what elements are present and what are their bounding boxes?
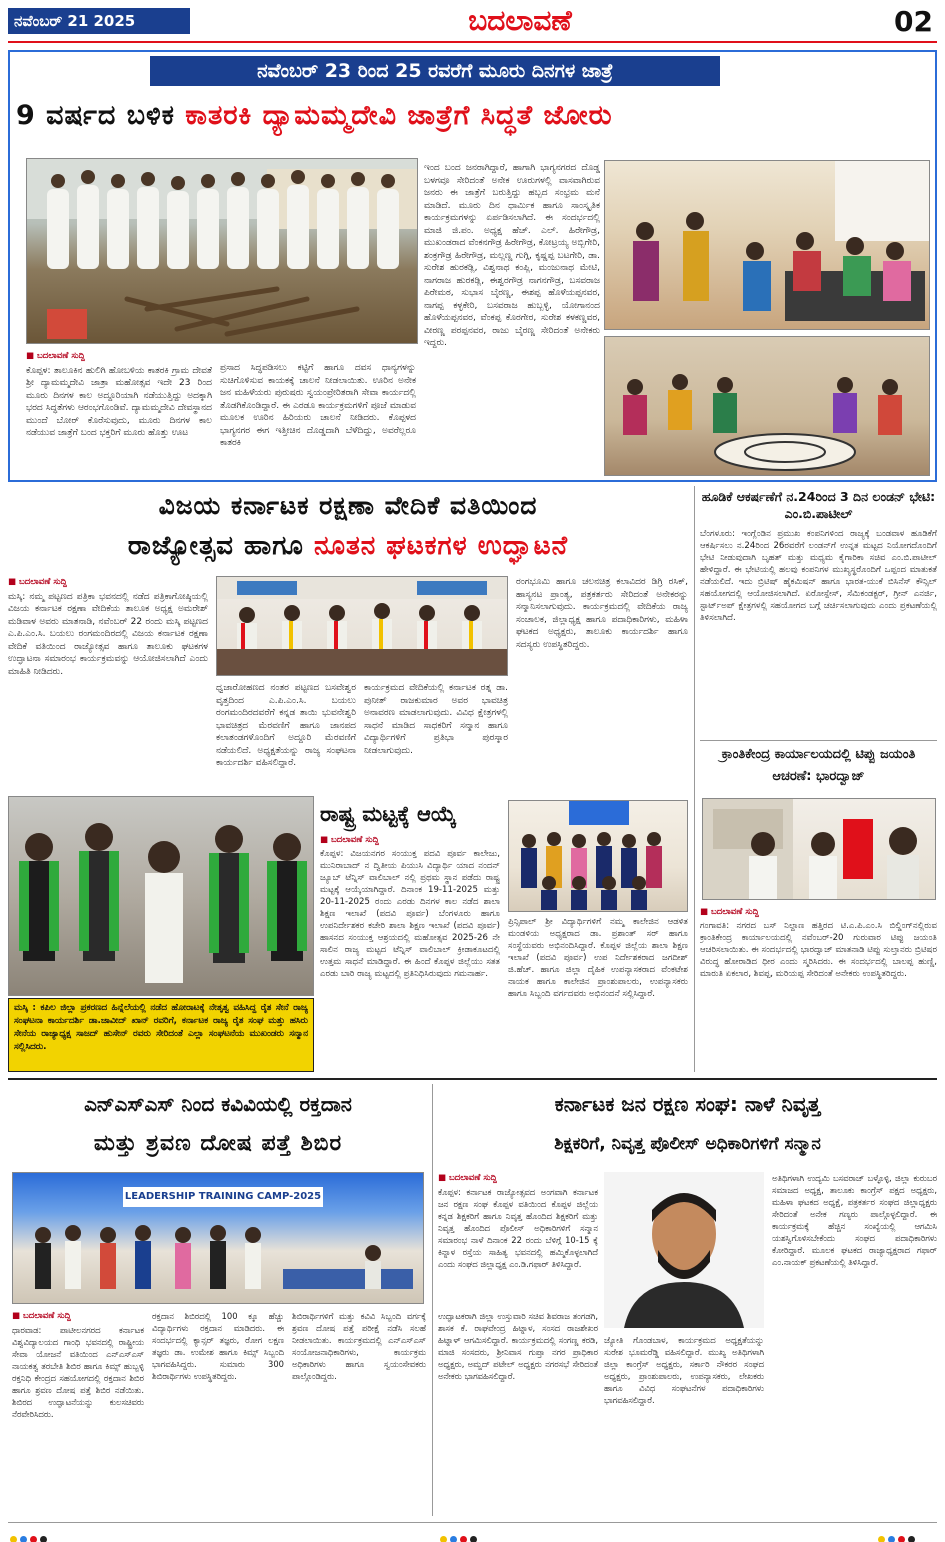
portrait-illustration [604, 1172, 764, 1328]
photo-women-ritual-bottom [604, 336, 930, 476]
nss-camp-illustration [13, 1173, 424, 1304]
story-jana-col4: ಅತಿಥಿಗಳಾಗಿ ಉದ್ಯಮಿ ಬಸವರಾಜ್ ಬಳ್ಳೊಳ್ಳಿ, ಜಿಲ್ಲಾ ಕುರುಬರ ಸಮಾಜದ ಅಧ್ಯಕ್ಷ, ತಾಲೂಕು ಕಾಂಗ್ರೆಸ್ ಪಕ್ಷದ ಅಧ್ಯಕ್ಷರು, ಮಹಿಳಾ ಘಟಕದ ಅಧ್ಯಕ್ಷೆ, ಪತ್ರಕರ್ತರ ಸಂಘದ ಜಿಲ್ಲಾಧ್ಯಕ್ಷರು ಸೇರಿದಂತೆ ಅನೇಕ ಗಣ್ಯರು ಪಾಲ್ಗೊಳ್ಳಲಿದ್ದಾರೆ. ಈ ಕಾರ್ಯಕ್ರಮಕ್ಕೆ ಹೆಚ್ಚಿನ ಸಂಖ್ಯೆಯಲ್ಲಿ ಆಗಮಿಸಿ ಯಶಸ್ವಿಗೊಳಿಸಬೇಕೆಂದು ಸಂಘದ ಪದಾಧಿಕಾರಿಗಳು ಕೋರಿದ್ದಾರೆ. ಮೂಲಕ ಘಟಕದ ರಾಜ್ಯಾಧ್ಯಕ್ಷರಾದ ಗಫಾರ್ ಎಂ.ನಾಯಕ್ ಪ್ರಕಟಣೆಯಲ್ಲಿ ತಿಳಿಸಿದ್ದಾರೆ. [772, 1173, 937, 1267]
footer-dots-right [878, 1528, 938, 1538]
footer-dot [460, 1536, 467, 1542]
story-jana-col1: ■ ಬದಲಾವಣೆ ಸುದ್ದಿ ಕೊಪ್ಪಳ: ಕರ್ನಾಟಕ ರಾಜ್ಯೋತ್ಸವದ ಅಂಗವಾಗಿ ಕರ್ನಾಟಕ ಜನ ರಕ್ಷಣ ಸಂಘ ಕೊಪ್ಪಳ ವತಿಯಿಂದ ಕೊಪ್ಪಳ ಜಿಲ್ಲೆಯ ಕನ್ನಡ ಶಿಕ್ಷಕರಿಗೆ ಹಾಗೂ ನಿವೃತ್ತ ಹೊಂದಿದ ಶಿಕ್ಷಕರಿಗೆ ಮತ್ತು ನಿವೃತ್ತ ಹೊಂದಿದ ಪೊಲೀಸ್ ಅಧಿಕಾರಿಗಳಿಗೆ ಸನ್ಮಾನ ಸಮಾರಂಭ ನಾಳೆ ದಿನಾಂಕ 22 ರಂದು ಬೆಳಿಗ್ಗೆ 10-15 ಕ್ಕೆ ಕಿನ್ನಾಳ ರಸ್ತೆಯ ಸಾಹಿತ್ಯ ಭವನದಲ್ಲಿ ಹಮ್ಮಿಕೊಳ್ಳಲಾಗಿದೆ ಎಂದು ಸಂಘದ ಜಿಲ್ಲಾಧ್ಯಕ್ಷ ಎಂ.ಡಿ.ಗಫಾರ್ ತಿಳಿಸಿದ್ದಾರೆ. [438, 1173, 598, 1269]
footer-dot [20, 1536, 27, 1542]
footer [0, 1520, 945, 1542]
footer-dot [898, 1536, 905, 1542]
women-ritual-illustration-top [605, 161, 930, 330]
story-national-headline: ರಾಷ್ಟ್ರ ಮಟ್ಟಕ್ಕೆ ಆಯ್ಕೆ [320, 802, 457, 826]
felicitation-caption: ಮಸ್ಕಿ : ಕಪಿಲ ಜಿಲ್ಲಾ ಪ್ರಕರಣದ ಹಿನ್ನೆಲೆಯಲ್ಲಿ ನಡೆದ ಹೋರಾಟಕ್ಕೆ ನೇತೃತ್ವ ವಹಿಸಿದ್ದ ರೈತ ಸೇನೆ ರಾಜ್ಯ ಸಂಘಟನಾ ಕಾರ್ಯದರ್ಶಿ ಡಾ.ಜಾವೀದ್ ಖಾನ್ ರವರಿಗೆ, ಕರ್ನಾಟಕ ರಾಜ್ಯ ರೈತ ಸಂಘ ಮತ್ತು ಹಸಿರು ಸೇನೆಯ ರಾಜ್ಯಾಧ್ಯಕ್ಷ ಸಾಜದ್ ಹುಸೇನ್ ರವರು ಸೇರಿದಂತೆ ಎಲ್ಲಾ ಸಂಘಟನೆಯ ಮುಖಂಡರು ಸನ್ಮಾನ ಸಲ್ಲಿಸಿದರು. [8, 998, 314, 1072]
masthead-rule [8, 41, 937, 43]
masthead [0, 0, 945, 48]
story-nss-col2: ರಕ್ತದಾನ ಶಿಬಿರದಲ್ಲಿ 100 ಕ್ಕೂ ಹೆಚ್ಚು ವಿದ್ಯಾರ್ಥಿಗಳು ರಕ್ತದಾನ ಮಾಡಿದರು. ಈ ಸಂದರ್ಭದಲ್ಲಿ ಕ್ಯಾನ್ಸರ್ ತಜ್ಞರು, ರೋಗ ಲಕ್ಷಣ ತಜ್ಞರು ಡಾ. ಉಮೇಶ ಹಾಗೂ ಕಿಮ್ಸ್ ಸಿಬ್ಬಂದಿ ಭಾಗವಹಿಸಿದ್ದರು. ಸುಮಾರು 300 ಶಿಬಿರಾರ್ಥಿಗಳು ಉಪಸ್ಥಿತರಿದ್ದರು. [152, 1311, 284, 1381]
edition-date: ನವೆಂಬರ್ 21 2025 [14, 12, 136, 30]
footer-dot [878, 1536, 885, 1542]
felicitation-block [8, 796, 314, 1072]
photo-press-meet [216, 576, 508, 676]
column-divider-bottom [432, 1084, 433, 1516]
women-ritual-illustration-bottom [605, 337, 930, 476]
story-london-visit [700, 488, 937, 736]
story-london-text: ಬೆಂಗಳೂರು: ಇಂಗ್ಲೆಂಡಿನ ಪ್ರಮುಖ ಕಂಪನಿಗಳಿಂದ ರಾಜ್ಯಕ್ಕೆ ಬಂಡವಾಳ ಹೂಡಿಕೆಗೆ ಆಕರ್ಷಿಸಲು ನ.24ರಿಂದ 26ರವರೆಗೆ ಲಂಡನ್‌ಗೆ ಉನ್ನತ ಮಟ್ಟದ ನಿಯೋಗದೊಂದಿಗೆ ಭೇಟಿ ನೀಡುವುದಾಗಿ ಬೃಹತ್ ಮತ್ತು ಮಧ್ಯಮ ಕೈಗಾರಿಕಾ ಸಚಿವ ಎಂ.ಬಿ.ಪಾಟೀಲ್ ಹೇಳಿದ್ದಾರೆ. ಈ ಭೇಟಿಯಲ್ಲಿ ಹಲವು ಕಂಪನಿಗಳ ಮುಖ್ಯಸ್ಥರೊಂದಿಗೆ ಒಪ್ಪಂದ ಮಾತುಕತೆ ನಡೆಯಲಿದೆ. ಇದು ಬ್ರಿಟಿಷ್ ಹೈಕಮಿಷನ್ ಹಾಗೂ ಭಾರತ-ಯುಕೆ ಬಿಸಿನೆಸ್ ಕೌನ್ಸಿಲ್ ಸಹಯೋಗದಲ್ಲಿ ಆಯೋಜಿಸಲಾಗಿದೆ. ಏರೋಸ್ಪೇಸ್, ಸೆಮಿಕಂಡಕ್ಟರ್, ಗ್ರೀನ್ ಎನರ್ಜಿ, ಸ್ಟಾರ್ಟ್‌ಅಪ್ ಕ್ಷೇತ್ರಗಳಲ್ಲಿ ಸಹಯೋಗದ ಬಗ್ಗೆ ಚರ್ಚಿಸಲಾಗುವುದು ಎಂದು ಪ್ರಕಟಣೆಯಲ್ಲಿ ತಿಳಿಸಲಾಗಿದೆ. [700, 529, 937, 623]
story-tippu-text: ■ ಬದಲಾವಣೆ ಸುದ್ದಿ ಗಂಗಾವತಿ: ನಗರದ ಬಸ್ ನಿಲ್ದಾಣ ಹತ್ತಿರದ ಟಿ.ಎ.ಪಿ.ಎಂ.ಸಿ ಬಿಲ್ಡಿಂಗ್‌ನಲ್ಲಿರುವ ಕ್ರಾಂತಿಕೇಂದ್ರ ಕಾರ್ಯಾಲಯದಲ್ಲಿ ನವೆಂಬರ್-20 ಗುರುವಾರ ಟಿಪ್ಪು ಜಯಂತಿ ಆಚರಿಸಲಾಯಿತು. ಈ ಸಂದರ್ಭದಲ್ಲಿ ಭಾರದ್ವಾಜ್ ಮಾತನಾಡಿ ಟಿಪ್ಪು ಸುಲ್ತಾನರು ಬ್ರಿಟಿಷರ ವಿರುದ್ಧ ಹೋರಾಡಿದ ಧೀರ ಎಂದು ಸ್ಮರಿಸಿದರು. ಈ ಸಂದರ್ಭದಲ್ಲಿ ಬಾಲಪ್ಪ ಹುಣ್ಣಿ, ಮಾರುತಿ ಏಕಲಾರ, ಶಿವಪ್ಪ, ಮರಿಯಪ್ಪ ಸೇರಿದಂತೆ ಅನೇಕರು ಉಪಸ್ಥಿತರಿದ್ದರು. [700, 907, 937, 979]
story-tippu-top-rule [700, 740, 937, 741]
footer-dot [470, 1536, 477, 1542]
photo-portrait [604, 1172, 764, 1328]
footer-dot [440, 1536, 447, 1542]
story-nss-col3: ಶಿಬಿರಾರ್ಥಿಗಳಿಗೆ ಮತ್ತು ಕವಿವಿ ಸಿಬ್ಬಂದಿ ವರ್ಗಕ್ಕೆ ಶ್ರವಣ ದೋಷ ಪತ್ತೆ ಪರೀಕ್ಷೆ ನಡೆಸಿ ಸಲಹೆ ನೀಡಲಾಯಿತು. ಕಾರ್ಯಕ್ರಮದಲ್ಲಿ ಎನ್‌ಎಸ್‌ಎಸ್ ಸಂಯೋಜನಾಧಿಕಾರಿಗಳು, ಕಾರ್ಯಕ್ರಮ ಅಧಿಕಾರಿಗಳು ಹಾಗೂ ಸ್ವಯಂಸೇವಕರು ಪಾಲ್ಗೊಂಡಿದ್ದರು. [292, 1311, 426, 1381]
press-meet-illustration [217, 577, 508, 676]
story-rajyotsava-col3: ಕಾರ್ಯಕ್ರಮದ ವೇದಿಕೆಯಲ್ಲಿ ಕರ್ನಾಟಕ ರತ್ನ ಡಾ. ಪುನೀತ್ ರಾಜಕುಮಾರ ಅವರ ಭಾವಚಿತ್ರ ಅನಾವರಣ ಮಾಡಲಾಗುವುದು. ವಿವಿಧ ಕ್ಷೇತ್ರಗಳಲ್ಲಿ ಸಾಧನೆ ಮಾಡಿದ ಸಾಧಕರಿಗೆ ಸನ್ಮಾನ ಹಾಗೂ ವಿದ್ಯಾರ್ಥಿಗಳಿಗೆ ಪ್ರತಿಭಾ ಪುರಸ್ಕಾರ ನೀಡಲಾಗುವುದು. [364, 683, 508, 756]
story-jatre-headline: 9 ವರ್ಷದ ಬಳಿಕ ಕಾತರಕಿ ದ್ಯಾಮಮ್ಮದೇವಿ ಜಾತ್ರೆಗೆ ಸಿದ್ಧತೆ ಜೋರು [16, 100, 613, 131]
footer-rule [8, 1522, 937, 1523]
story-nss-col1: ■ ಬದಲಾವಣೆ ಸುದ್ದಿ ಧಾರವಾಡ: ಪಾಟೀಲನಗರದ ಕರ್ನಾಟಕ ವಿಶ್ವವಿದ್ಯಾಲಯದ ಗಾಂಧಿ ಭವನದಲ್ಲಿ ರಾಷ್ಟ್ರೀಯ ಸೇವಾ ಯೋಜನೆ ವತಿಯಿಂದ ಎನ್‌ಎಸ್‌ಎಸ್ ನಾಯಕತ್ವ ತರಬೇತಿ ಶಿಬಿರ ಹಾಗೂ ಕಿಮ್ಸ್ ಹುಬ್ಬಳ್ಳಿ ರಕ್ತನಿಧಿ ಕೇಂದ್ರದ ಸಹಯೋಗದಲ್ಲಿ ರಕ್ತದಾನ ಶಿಬಿರ ಹಾಗೂ ಶ್ರವಣ ದೋಷ ಪತ್ತೆ ಶಿಬಿರ ನಡೆಯಿತು. ಶಿಬಿರದ ಉದ್ಘಾಟನೆಯನ್ನು ಕುಲಸಚಿವರು ನೆರವೇರಿಸಿದರು. [12, 1311, 144, 1419]
story-london-headline: ಹೂಡಿಕೆ ಆಕರ್ಷಣೆಗೆ ನ.24ರಿಂದ 3 ದಿನ ಲಂಡನ್ ಭೇಟಿ: ಎಂ.ಬಿ.ಪಾಟೀಲ್ [701, 489, 936, 521]
footer-dots-center [440, 1528, 500, 1538]
story-jana-col3: ಜ್ಯೋತಿ ಗೊಂಡಬಾಳ, ಕಾರ್ಯಕ್ರಮದ ಅಧ್ಯಕ್ಷತೆಯನ್ನು ಸುರೇಶ ಭೂಮರೆಡ್ಡಿ ವಹಿಸಲಿದ್ದಾರೆ. ಮುಖ್ಯ ಅತಿಥಿಗಳಾಗಿ ಜಿಲ್ಲಾ ಕಾಂಗ್ರೆಸ್ ಅಧ್ಯಕ್ಷರು, ಸರ್ಕಾರಿ ನೌಕರರ ಸಂಘದ ಅಧ್ಯಕ್ಷರು, ಪ್ರಾಂಶುಪಾಲರು, ಉಪನ್ಯಾಸಕರು, ಲೇಖಕರು ಹಾಗೂ ವಿವಿಧ ಸಂಘಟನೆಗಳ ಪದಾಧಿಕಾರಿಗಳು ಭಾಗವಹಿಸಲಿದ್ದಾರೆ. [604, 1335, 764, 1405]
story-jana-headline: ಕರ್ನಾಟಕ ಜನ ರಕ್ಷಣ ಸಂಘ: ನಾಳೆ ನಿವೃತ್ತ ಶಿಕ್ಷಕರಿಗೆ, ನಿವೃತ್ತ ಪೊಲೀಸ್ ಅಧಿಕಾರಿಗಳಿಗೆ ಸನ್ಮಾನ [554, 1092, 821, 1154]
volleyball-team-illustration [509, 801, 688, 912]
footer-dots-left [10, 1528, 70, 1538]
photo-volleyball-team [508, 800, 688, 912]
story-rajyotsava-col2: ಧ್ವಜಾರೋಹಣದ ನಂತರ ಪಟ್ಟಣದ ಬಸವೇಶ್ವರ ವೃತ್ತದಿಂದ ಎ.ಪಿ.ಎಂ.ಸಿ. ಬಯಲು ರಂಗಮಂದಿರದವರೆಗೆ ಕನ್ನಡ ತಾಯಿ ಭುವನೇಶ್ವರಿ ಭಾವಚಿತ್ರದ ಮೆರವಣಿಗೆ ಹಾಗೂ ಜಾನಪದ ಕಲಾತಂಡಗಳೊಂದಿಗೆ ಅದ್ದೂರಿ ಮೆರವಣಿಗೆ ನಡೆಯಲಿದೆ. ಅಧ್ಯಕ್ಷತೆಯನ್ನು ರಾಜ್ಯ ಸಂಘಟನಾ ಕಾರ್ಯದರ್ಶಿ ವಹಿಸಲಿದ್ದಾರೆ. [216, 683, 356, 768]
story-jana-rakshana [438, 1084, 937, 1516]
photo-nss-camp [12, 1172, 424, 1304]
story-national-selection [320, 796, 690, 1072]
story-jana-col2: ಉದ್ಘಾಟಕರಾಗಿ ಜಿಲ್ಲಾ ಉಸ್ತುವಾರಿ ಸಚಿವ ಶಿವರಾಜ ತಂಗಡಗಿ, ಶಾಸಕ ಕೆ. ರಾಘವೇಂದ್ರ ಹಿಟ್ನಾಳ, ಸಂಸದ ರಾಜಶೇಖರ ಹಿಟ್ನಾಳ್ ಆಗಮಿಸಲಿದ್ದಾರೆ. ಕಾರ್ಯಕ್ರಮದಲ್ಲಿ ಸಂಗಣ್ಣ ಕರಡಿ, ಮಾಜಿ ಸಂಸದರು, ಶ್ರೀನಿವಾಸ ಗುಪ್ತಾ ನಗರ ಪ್ರಾಧಿಕಾರ ಅಧ್ಯಕ್ಷರು, ಅಮ್ಜದ್ ಪಟೇಲ್ ಅಧ್ಯಕ್ಷರು ನಗರಸಭೆ ಸೇರಿದಂತೆ ಅನೇಕರು ಭಾಗವಹಿಸಲಿದ್ದಾರೆ. [438, 1311, 598, 1381]
story-nss-headline: ಎನ್‌ಎಸ್‌ಎಸ್ ನಿಂದ ಕವಿವಿಯಲ್ಲಿ ರಕ್ತದಾನ ಮತ್ತು ಶ್ರವಣ ದೋಷ ಪತ್ತೆ ಶಿಬಿರ [84, 1092, 352, 1156]
story-jatre [8, 50, 937, 482]
story-national-col2: ಪ್ರಿನ್ಸಿಪಾಲ್ ಶ್ರೀ ವಿದ್ಯಾರ್ಥಿಗಳಿಗೆ ನಮ್ಮ ಕಾಲೇಜಿನ ಆಡಳಿತ ಮಂಡಳಿಯ ಅಧ್ಯಕ್ಷರಾದ ಡಾ. ಪ್ರಶಾಂತ್ ಸರ್ ಹಾಗೂ ಸಂಸ್ಥೆಯವರು ಅಭಿನಂದಿಸಿದ್ದಾರೆ. ಕೊಪ್ಪಳ ಜಿಲ್ಲೆಯ ಶಾಲಾ ಶಿಕ್ಷಣ ಇಲಾಖೆ (ಪದವಿ ಪೂರ್ವ) ಉಪ ನಿರ್ದೇಶಕರಾದ ಜಗದೀಶ್ ಜಿ.ಹೆಚ್. ಹಾಗೂ ಜಿಲ್ಲಾ ದೈಹಿಕ ಉಪನ್ಯಾಸಕರಾದ ವೆಂಕಟೇಶ ನಾಯಕ ಹಾಗೂ ಕಾಲೇಜಿನ ಪ್ರಾಂಶುಪಾಲರು, ಉಪನ್ಯಾಸಕರು ಹಾಗೂ ಸಿಬ್ಬಂದಿ ವರ್ಗದವರು ಅಭಿನಂದನೆ ಸಲ್ಲಿಸಿದ್ದಾರೆ. [508, 917, 688, 999]
footer-dot [888, 1536, 895, 1542]
column-divider-right [694, 486, 695, 1072]
camp-banner: LEADERSHIP TRAINING CAMP-2025 [123, 1187, 323, 1207]
story-jatre-col3: ಇಂದ ಬಂದ ಜನರಾಗಿದ್ದಾರೆ, ಹಾಗಾಗಿ ಭಾಗ್ಯನಗರದ ದೊಡ್ಡ ಬಳಗವೂ ಸೇರಿದಂತೆ ಅನೇಕ ಊರುಗಳಲ್ಲಿ ವಾಸವಾಗಿರುವ ಜನರು ಈ ಜಾತ್ರೆಗೆ ಬರುತ್ತಿದ್ದು ಹಬ್ಬದ ಸಂಭ್ರಮ ಮನೆ ಮಾಡಿದೆ. ಮೂರು ದಿನ ಧಾರ್ಮಿಕ ಹಾಗೂ ಸಾಂಸ್ಕೃತಿಕ ಕಾರ್ಯಕ್ರಮಗಳನ್ನು ಏರ್ಪಡಿಸಲಾಗಿದೆ. ಈ ಸಂದರ್ಭದಲ್ಲಿ ಮಾಜಿ ಜಿ.ಪಂ. ಅಧ್ಯಕ್ಷ ಹೆಚ್. ಎಲ್. ಹಿರೇಗೌಡ್ರ, ಮುಖಂಡರಾದ ವೆಂಕನಗೌಡ್ರ ಹಿರೇಗೌಡ್ರ, ಕೋಟ್ರಯ್ಯ ಅಬ್ಬಿಗೇರಿ, ಶಂಕ್ರಗೌಡ್ರ ಹಿರೇಗೌಡ್ರ, ಮಲ್ಲಣ್ಣ ಗುಗ್ಗಿ, ಕೃಷ್ಣಪ್ಪ ಬಟಗೇರಿ, ಡಾ. ಸುರೇಶ ಹುರಕಡ್ಲಿ, ವಿಶ್ವನಾಥ ಕಂಪ್ಲಿ, ಮಂಜುನಾಥ ಮೇಟಿ, ನಾಗರಾಜ ಹುರಕಡ್ಲಿ, ಈಶ್ವರಗೌಡ್ರ ನಾಗನಗೌಡ್ರ, ಬಸವರಾಜ ಪಿರೇಮಠ, ಸುಭಾಸ ಬೈರಣ್ಣ, ಈಶಪ್ಪ ಹೊಳೆಯಪ್ಪನವರ, ನಾಗಪ್ಪ ಕಳ್ಳಕೇರಿ, ಬಸವರಾಜ ಹುಬ್ಬಳ್ಳಿ, ಯೋಗಾನಂದ ಹೊಳೆಯಪ್ಪನವರ, ವೆಂಕಪ್ಪ ಕೊರಗೇರ, ಸುರೇಶ ಕಳಕಣ್ಣವರ, ವೀರಣ್ಣ ಪರಪ್ಪನವರ, ರಾಜು ಬೈರಣ್ಣ ಸೇರಿದಂತೆ ಅನೇಕರು ಇದ್ದರು. [424, 163, 600, 348]
page-number: 02 [894, 5, 933, 38]
story-jatre-col1: ■ ಬದಲಾವಣೆ ಸುದ್ದಿ ಕೊಪ್ಪಳ: ತಾಲೂಕಿನ ಹುಲಿಗಿ ಹೋಬಳಿಯ ಕಾತರಕಿ ಗ್ರಾಮ ದೇವತೆ ಶ್ರೀ ದ್ಯಾಮಮ್ಮದೇವಿ ಜಾತ್ರಾ ಮಹೋತ್ಸವ ಇದೇ 23 ರಿಂದ ಮೂರು ದಿನಗಳ ಕಾಲ ಅದ್ದೂರಿಯಾಗಿ ನಡೆಯುತ್ತಿದ್ದು ಅದಕ್ಕಾಗಿ ಭರದ ಸಿದ್ಧತೆಗಳು ಆರಂಭಗೊಂಡಿವೆ. ದ್ಯಾಮಮ್ಮದೇವಿ ದೇವಸ್ಥಾನದ ಮುಂದೆ ಬೋರ್ ಕೊರೆಸುವುದು, ಮೂರು ದಿನಗಳ ಕಾಲ ನಡೆಯುವ ಜಾತ್ರೆಗೆ ಬಂದ ಭಕ್ತರಿಗೆ ಮೂರು ಹೊತ್ತು ಊಟ [26, 351, 212, 438]
story-rajyotsava [8, 486, 688, 790]
elders-illustration [27, 159, 418, 344]
footer-dot [30, 1536, 37, 1542]
photo-felicitation [8, 796, 314, 996]
story-jatre-col2: ಪ್ರಸಾದ ಸಿದ್ಧಪಡಿಸಲು ಕಟ್ಟಿಗೆ ಹಾಗೂ ದವಸ ಧಾನ್ಯಗಳನ್ನು ಸುಚಿಗೊಳಿಸುವ ಕಾಯಕಕ್ಕೆ ಚಾಲನೆ ನೀಡಲಾಯಿತು. ಊರಿನ ಅನೇಕ ಜನ ಮಹಿಳೆಯರು ಪುರುಷರು ಸ್ವಯಂಪ್ರೇರಿತರಾಗಿ ಸೇವಾ ಕಾರ್ಯದಲ್ಲಿ ತೊಡಗಿಕೊಂಡಿದ್ದಾರೆ. ಈ ಎರಡೂ ಕಾರ್ಯಕ್ರಮಗಳಿಗೆ ಪೂಜೆ ಮಾಡುವ ಮೂಲಕ ಊರಿನ ಹಿರಿಯರು ಚಾಲನೆ ನೀಡಿದರು. ಕೊಪ್ಪಳದ ಭಾಗ್ಯನಗರ ಈಗ ಇತ್ತೀಚಿನ ದೊಡ್ಡದಾಗಿ ಬೆಳೆದಿದ್ದು, ಅವರೆಲ್ಲರೂ ಕಾತರಕಿ [220, 363, 416, 448]
date-box [8, 8, 190, 34]
paper-name: ಬದಲಾವಣೆ [468, 4, 572, 37]
photo-elders-ritual [26, 158, 418, 344]
story-national-col1: ■ ಬದಲಾವಣೆ ಸುದ್ದಿ ಕೊಪ್ಪಳ: ವಿಜಯನಗರ ಸಂಯುಕ್ತ ಪದವಿ ಪೂರ್ವ ಕಾಲೇಜು, ಮುನಿರಾಬಾದ್ ನ ದ್ವಿತೀಯ ಪಿಯುಸಿ ವಿದ್ಯಾರ್ಥಿ ಯಾದ ನಂದನ್ ಜ್ಯೂಬ್ ಟೆನ್ನಿಸ್ ವಾಲಿಬಾಲ್ ನಲ್ಲಿ ಪ್ರಥಮ ಸ್ಥಾನ ಪಡೆದು ರಾಷ್ಟ್ರ ಮಟ್ಟಕ್ಕೆ ಆಯ್ಕೆಯಾಗಿದ್ದಾರೆ. ದಿನಾಂಕ 19-11-2025 ಮತ್ತು 20-11-2025 ರಂದು ಎರಡು ದಿನಗಳ ಕಾಲ ನಡೆದ ಶಾಲಾ ಶಿಕ್ಷಣ ಇಲಾಖೆ (ಪದವಿ ಪೂರ್ವ) ಬೆಂಗಳೂರು ಹಾಗೂ ಉಪನಿರ್ದೇಶಕರ ಕಚೇರಿ ಶಾಲಾ ಶಿಕ್ಷಣ ಇಲಾಖೆ (ಪದವಿ ಪೂರ್ವ) ಹಾಸನದ ಸಂಯುಕ್ತ ಆಶ್ರಯದಲ್ಲಿ ಮಹೋತ್ಸವ 2025-26 ನೇ ಸಾಲಿನ ರಾಜ್ಯ ಮಟ್ಟದ ಟೆನ್ನಿಸ್ ವಾಲಿಬಾಲ್ ಕ್ರೀಡಾಕೂಟದಲ್ಲಿ ಉತ್ತಮ ಸಾಧನೆ ಮಾಡಿದ್ದಾರೆ. ಈ ಹಿಂದೆ ಕೊಪ್ಪಳ ಜಿಲ್ಲೆಯು ಸತತ ಎರಡು ಬಾರಿ ರಾಜ್ಯ ಮಟ್ಟದಲ್ಲಿ ಪ್ರತಿನಿಧಿಸಿರುವುದು ಗಮನಾರ್ಹ. [320, 835, 500, 979]
photo-women-ritual-top [604, 160, 930, 330]
photo-tippu-office [702, 798, 936, 900]
story-jatre-kicker: ನವೆಂಬರ್ 23 ರಿಂದ 25 ರವರೆಗೆ ಮೂರು ದಿನಗಳ ಜಾತ್ರೆ [150, 56, 720, 86]
footer-dot [40, 1536, 47, 1542]
story-rajyotsava-headline: ವಿಜಯ ಕರ್ನಾಟಕ ರಕ್ಷಣಾ ವೇದಿಕೆ ವತಿಯಿಂದ ರಾಜ್ಯೋತ್ಸವ ಹಾಗೂ ನೂತನ ಘಟಕಗಳ ಉದ್ಘಾಟನೆ [127, 491, 569, 561]
story-rajyotsava-col1: ■ ಬದಲಾವಣೆ ಸುದ್ದಿ ಮಸ್ಕಿ: ನಮ್ಮ ಪಟ್ಟಣದ ಪತ್ರಿಕಾ ಭವನದಲ್ಲಿ ನಡೆದ ಪತ್ರಿಕಾಗೋಷ್ಠಿಯಲ್ಲಿ ವಿಜಯ ಕರ್ನಾಟಕ ರಕ್ಷಣಾ ವೇದಿಕೆಯ ತಾಲೂಕ ಅಧ್ಯಕ್ಷ ಅಮರೇಶ್ ಮಡಿವಾಳ ಅವರು ಮಾತನಾಡಿ, ನವೆಂಬರ್ 22 ರಂದು ಮಸ್ಕಿ ಪಟ್ಟಣದ ಎ.ಪಿ.ಎಂ.ಸಿ. ಬಯಲು ರಂಗಮಂದಿರದಲ್ಲಿ ವಿಜಯ ಕರ್ನಾಟಕ ರಕ್ಷಣಾ ವೇದಿಕೆ ವತಿಯಿಂದ ರಾಜ್ಯೋತ್ಸವ ಹಾಗೂ ತಾಲೂಕು ಘಟಕಗಳ ಉದ್ಘಾಟನಾ ಸಮಾರಂಭ ಕಾರ್ಯಕ್ರಮವನ್ನು ಆಯೋಜಿಸಲಾಗಿದೆ ಎಂದು ಮಾಹಿತಿ ನೀಡಿದರು. [8, 577, 208, 677]
footer-dot [450, 1536, 457, 1542]
story-tippu-headline: ಕ್ರಾಂತಿಕೇಂದ್ರ ಕಾರ್ಯಾಲಯದಲ್ಲಿ ಟಿಪ್ಪು ಜಯಂತಿ ಆಚರಣೆ: ಭಾರದ್ವಾಜ್ [721, 747, 916, 784]
story-tippu-jayanti [700, 740, 937, 1072]
story-nss-camp [8, 1084, 428, 1516]
footer-dot [10, 1536, 17, 1542]
felicitation-illustration [9, 797, 314, 996]
section-divider-bottom [8, 1078, 937, 1080]
tippu-office-illustration [703, 799, 936, 900]
story-rajyotsava-col4: ರಂಗಭೂಮಿ ಹಾಗೂ ಚಲನಚಿತ್ರ ಕಲಾವಿದರ ಡಿಗ್ರಿ ರಸಿಕ್, ಹಾಸ್ಯನಟ ಪ್ರಾಂತ್ಯ, ಪತ್ರಕರ್ತರು ಸೇರಿದಂತೆ ಅನೇಕರನ್ನು ಸನ್ಮಾನಿಸಲಾಗುವುದು. ಕಾರ್ಯಕ್ರಮದಲ್ಲಿ ವೇದಿಕೆಯ ರಾಜ್ಯ ಸಂಚಾಲಕ, ಜಿಲ್ಲಾಧ್ಯಕ್ಷ ಹಾಗೂ ಪದಾಧಿಕಾರಿಗಳು, ಮಹಿಳಾ ಘಟಕದ ಅಧ್ಯಕ್ಷರು, ತಾಲೂಕು ಕಾರ್ಯದರ್ಶಿ ಹಾಗೂ ಸದಸ್ಯರು ಉಪಸ್ಥಿತರಿದ್ದರು. [516, 577, 688, 650]
footer-dot [908, 1536, 915, 1542]
